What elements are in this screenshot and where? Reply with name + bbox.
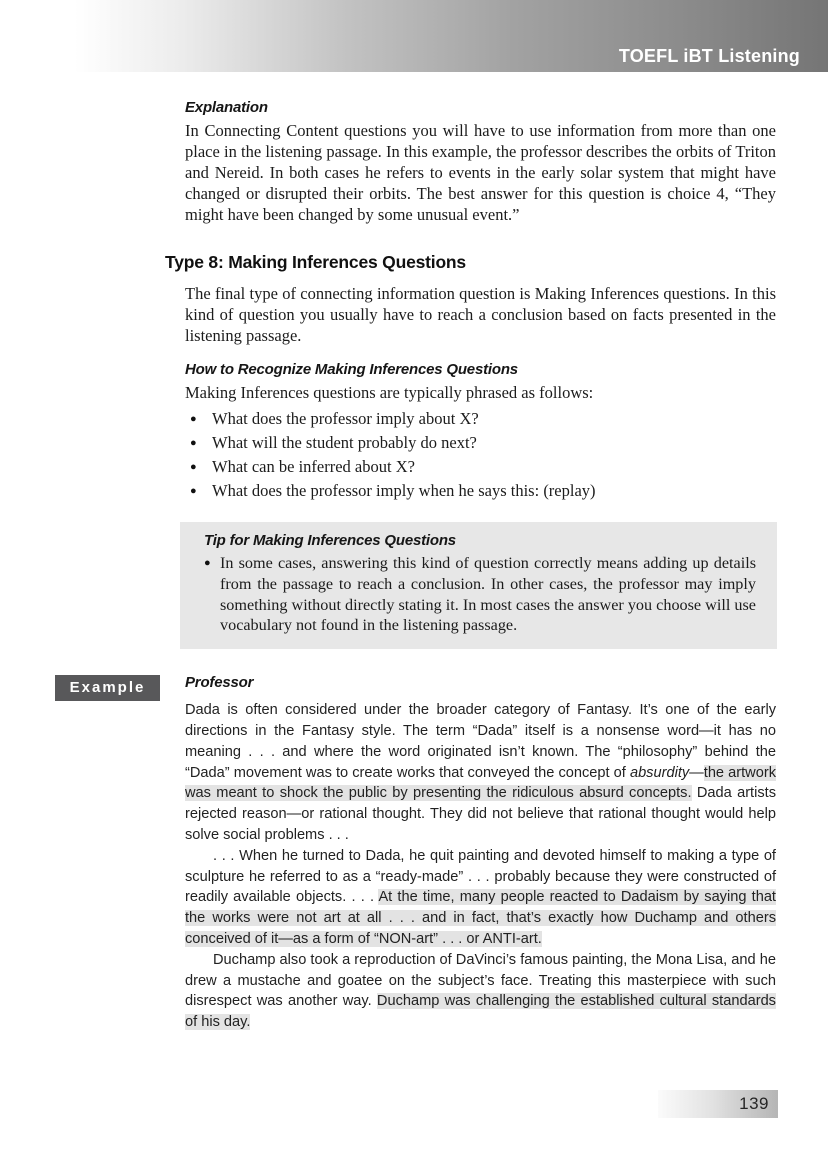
tip-text: In some cases, answering this kind of question correctly means adding up details from the passage to reach a conclusion. In other cases, the professor may imply something without directly stating it. In most cases the answer you choose will use vocabulary not found in the listening passage.: [220, 554, 756, 635]
tip-item: [204, 553, 756, 636]
tip-heading: Tip for Making Inferences Questions: [204, 532, 456, 549]
list-item-text: What can be inferred about X?: [212, 457, 415, 476]
highlighted-text: At the time, many people reacted to Dadaism by saying that the works were not art at all . . . and in fact, that’s exactly how Duchamp and others conceived of it—as a form of “NON-art” . . . or ANTI-art.: [185, 889, 776, 947]
list-item: [190, 408, 776, 432]
bullet-icon: ●: [190, 485, 197, 497]
transcript-paragraph: [185, 700, 776, 846]
transcript-text: . . . When he turned to Dada, he quit painting and devoted himself to making a type of sculpture he referred to as a “ready-made” . . . probably because they were constructed of readily available objects. . . .: [185, 847, 776, 906]
transcript-text: Duchamp also took a reproduction of DaVinci’s famous painting, the Mona Lisa, and he drew a mustache and goatee on the subject’s face. Treating this masterpiece with such disrespect was another way.: [185, 951, 776, 1010]
example-section: [0, 674, 828, 1033]
question-phrasing-list: [190, 408, 776, 504]
speaker-heading: Professor: [185, 674, 254, 692]
list-item-text: What will the student probably do next?: [212, 433, 477, 452]
transcript-text: Dada artists rejected reason—or rational thought. They did not believe that rational thought would help solve social problems . . .: [185, 785, 776, 843]
transcript-text: —: [689, 764, 704, 781]
example-label: Example: [55, 675, 160, 701]
header-bar: [0, 0, 828, 72]
bullet-icon: ●: [190, 437, 197, 449]
list-item: [190, 480, 776, 504]
list-item: [190, 432, 776, 456]
bullet-icon: ●: [190, 461, 197, 473]
type8-heading: Type 8: Making Inferences Questions: [165, 252, 466, 272]
type8-intro-paragraph: The final type of connecting information question is Making Inferences questions. In this kind of question you usually have to reach a conclusion based on facts presented in the listening passage.: [185, 284, 776, 345]
list-item: [190, 456, 776, 480]
header-title: TOEFL iBT Listening: [618, 46, 800, 66]
list-item-text: What does the professor imply about X?: [212, 409, 479, 428]
explanation-section: [185, 99, 776, 225]
highlighted-text: Duchamp was challenging the established cultural standards of his day.: [185, 993, 776, 1031]
recognize-heading: How to Recognize Making Inferences Questions: [185, 361, 518, 378]
page-number-box: [658, 1090, 778, 1118]
page-number: 139: [739, 1094, 769, 1113]
type8-section: [185, 283, 776, 403]
bullet-icon: ●: [190, 413, 197, 425]
tip-box: [180, 522, 777, 649]
professor-transcript: [185, 674, 776, 1033]
transcript-paragraph: [185, 846, 776, 950]
italic-term: absurdity: [629, 764, 690, 781]
highlighted-text: the artwork was meant to shock the public by presenting the ridiculous absurd concepts.: [185, 764, 776, 802]
list-item-text: What does the professor imply when he says this: (replay): [212, 481, 596, 500]
transcript-paragraph: [185, 950, 776, 1033]
bullet-icon: ●: [204, 557, 211, 569]
transcript-text: Dada is often considered under the broader category of Fantasy. It’s one of the early directions in the Fantasy style. The term “Dada” itself is a nonsense word—it has no meaning . . . and where the word originated isn’t known. The “philosophy” behind the “Dada” movement was to create works that conveyed the concept of: [185, 702, 776, 781]
explanation-heading: Explanation: [185, 99, 268, 116]
page-content: [0, 72, 828, 1033]
explanation-paragraph: In Connecting Content questions you will have to use information from more than one place in the listening passage. In this example, the professor describes the orbits of Triton and Nereid. In both cases he refers to events in the early solar system that might have changed or disrupted their orbits. The best answer for this question is choice 4, “They might have been changed by some unusual event.”: [185, 121, 776, 224]
recognize-intro: Making Inferences questions are typically phrased as follows:: [185, 383, 594, 402]
